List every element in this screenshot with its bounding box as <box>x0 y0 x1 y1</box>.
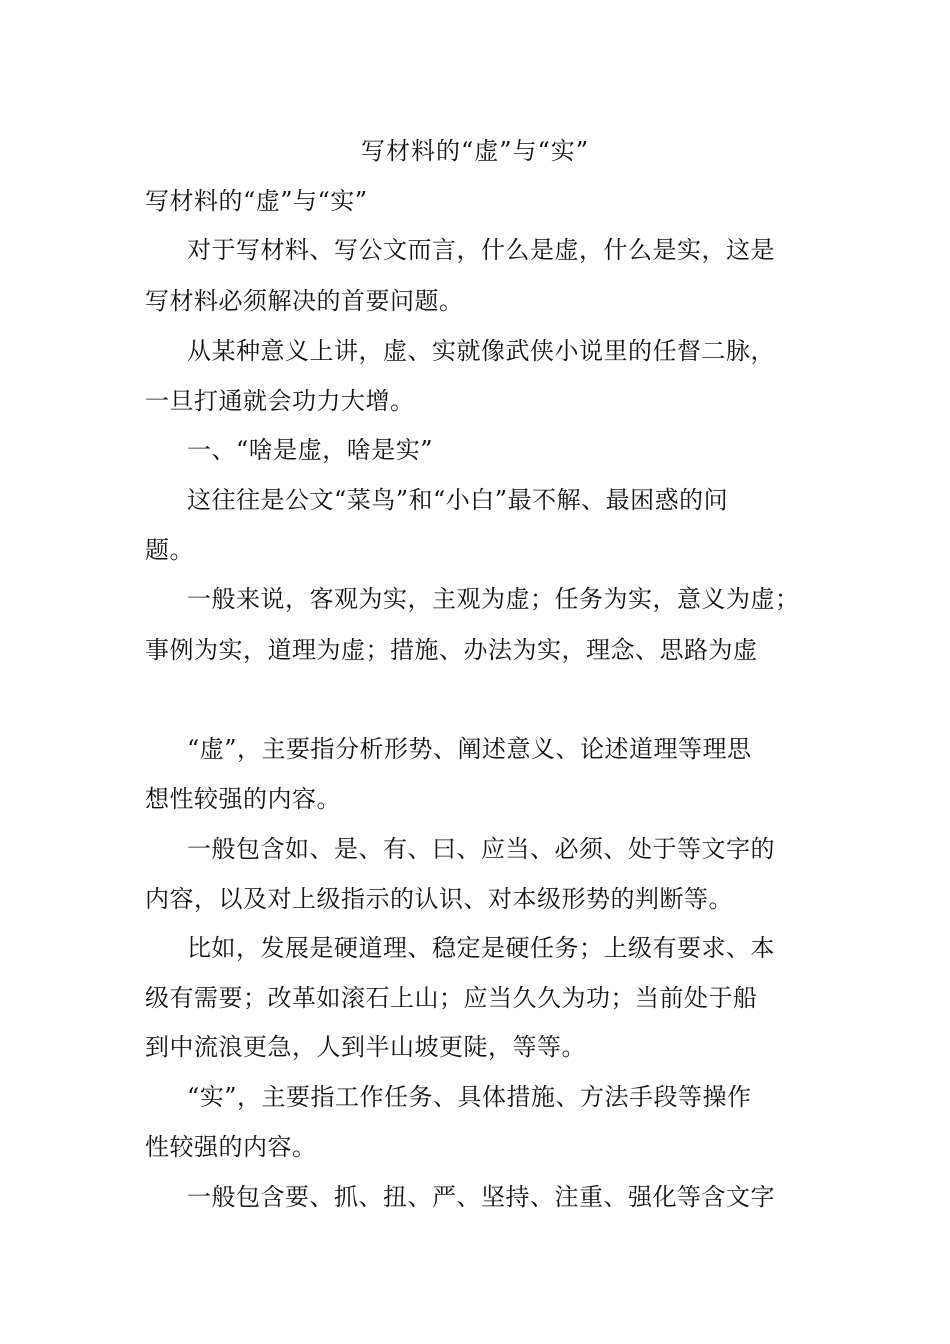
paragraph-line: 性较强的内容。 <box>145 1133 317 1161</box>
paragraph-line: 级有需要；改革如滚石上山；应当久久为功；当前处于船 <box>145 984 758 1012</box>
paragraph-line: 比如，发展是硬道理、稳定是硬任务；上级有要求、本 <box>187 934 775 962</box>
paragraph-line: 一般包含要、抓、扭、严、坚持、注重、强化等含文字 <box>187 1183 775 1211</box>
paragraph-line: 题。 <box>145 536 194 564</box>
section-heading: 一、“啥是虚，啥是实” <box>187 436 434 464</box>
paragraph-line: “实”，主要指工作任务、具体措施、方法手段等操作 <box>187 1083 752 1111</box>
paragraph-line: “虚”，主要指分析形势、阐述意义、论述道理等理思 <box>187 735 752 763</box>
paragraph-line: 事例为实，道理为虚；措施、办法为实，理念、思路为虚 <box>145 636 758 664</box>
paragraph-line: 一般包含如、是、有、曰、应当、必须、处于等文字的 <box>187 835 775 863</box>
paragraph-line: 一旦打通就会功力大增。 <box>145 387 415 415</box>
document-title: 写材料的“虚”与“实” <box>360 137 590 165</box>
paragraph-line: 到中流浪更急，人到半山坡更陡，等等。 <box>145 1033 586 1061</box>
paragraph-line: 这往往是公文“菜鸟”和“小白”最不解、最困惑的问 <box>187 486 729 514</box>
paragraph-line: 对于写材料、写公文而言，什么是虚，什么是实，这是 <box>187 236 775 264</box>
paragraph-line: 从某种意义上讲，虚、实就像武侠小说里的任督二脉， <box>187 337 775 365</box>
paragraph-line: 想性较强的内容。 <box>145 785 341 813</box>
document-subtitle: 写材料的“虚”与“实” <box>145 187 368 215</box>
paragraph-line: 内容，以及对上级指示的认识、对本级形势的判断等。 <box>145 885 733 913</box>
paragraph-line: 写材料必须解决的首要问题。 <box>145 287 464 315</box>
paragraph-line: 一般来说，客观为实，主观为虚；任务为实，意义为虚； <box>187 585 800 613</box>
